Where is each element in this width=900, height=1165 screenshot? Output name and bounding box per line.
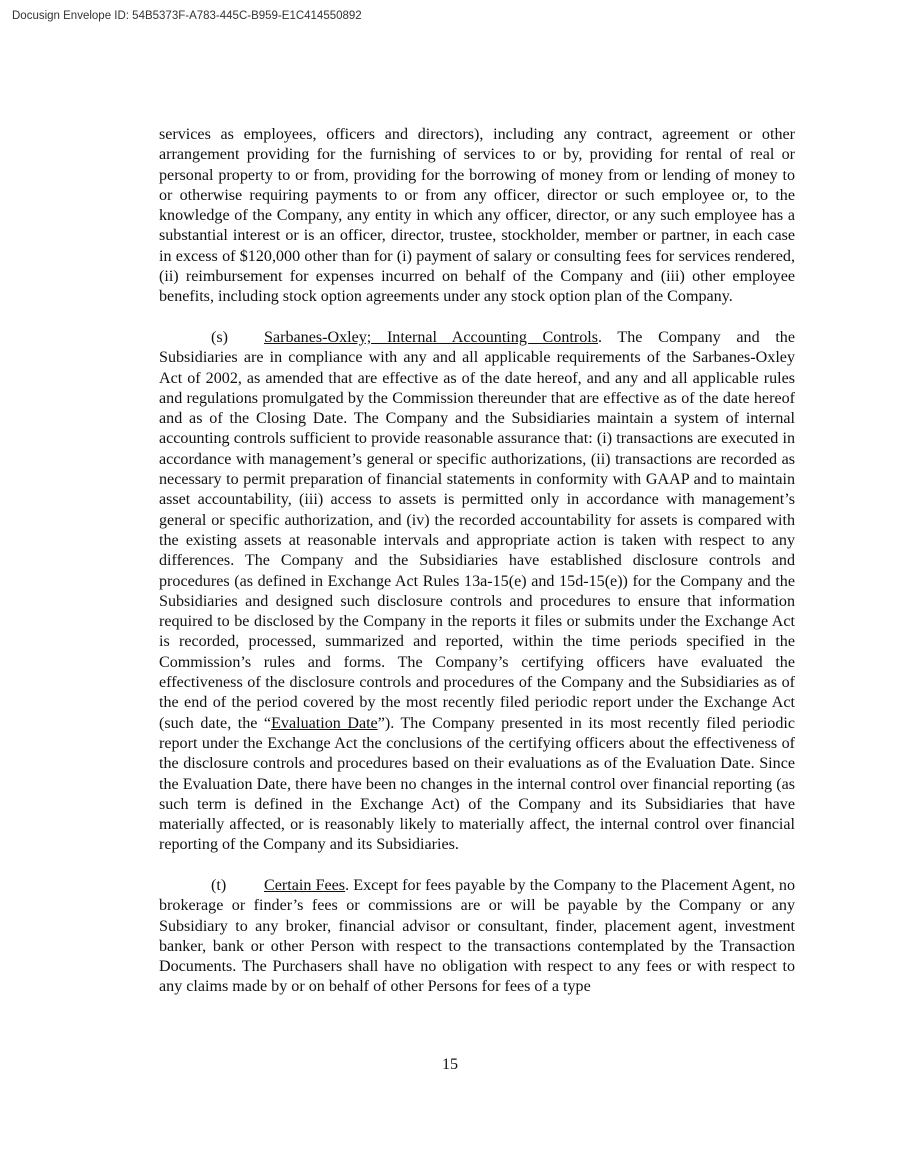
section-t-number: (t) bbox=[211, 876, 227, 894]
section-s-paragraph bbox=[159, 328, 795, 856]
section-t-heading: Certain Fees bbox=[264, 876, 346, 894]
section-t-paragraph bbox=[159, 876, 795, 998]
section-s-text-continued: ”). The Company presented in its most recently filed periodic report under the Exchange Act the conclusions of the certifying officers about the effectiveness of the disclosure controls and procedures based on their evaluations as of the Evaluation Date. Since the Evaluation Date, there have been no changes in the internal control over financial reporting (as such term is defined in the Exchange Act) of the Company and its Subsidiaries that have materially affected, or is reasonably likely to materially affect, the internal control over financial reporting of the Company and its Subsidiaries. bbox=[159, 714, 795, 854]
defined-term-evaluation-date: Evaluation Date bbox=[271, 714, 378, 732]
page-number: 15 bbox=[441, 1056, 459, 1073]
paragraph-continuation: services as employees, officers and directors), including any contract, agreement or other arrangement providing for the furnishing of services to or by, providing for rental of real or personal property to or from, providing for the borrowing of money from or lending of money to or otherwise requiring payments to or from any officer, director or such employee or, to the knowledge of the Company, any entity in which any officer, director, or any such employee has a substantial interest or is an officer, director, trustee, stockholder, member or partner, in each case in excess of $120,000 other than for (i) payment of salary or consulting fees for services rendered, (ii) reimbursement for expenses incurred on behalf of the Company and (iii) other employee benefits, including stock option agreements under any stock option plan of the Company. bbox=[159, 126, 795, 306]
section-s-heading: Sarbanes-Oxley; Internal Accounting Controls bbox=[264, 328, 598, 346]
section-s-text: . The Company and the Subsidiaries are in compliance with any and all applicable requirements of the Sarbanes-Oxley Act of 2002, as amended that are effective as of the date hereof, and any and all applicable rules and regulations promulgated by the Commission thereunder that are effective as of the date hereof and as of the Closing Date. The Company and the Subsidiaries maintain a system of internal accounting controls sufficient to provide reasonable assurance that: (i) transactions are executed in accordance with management’s general or specific authorizations, (ii) transactions are recorded as necessary to permit preparation of financial statements in conformity with GAAP and to maintain asset accountability, (iii) access to assets is permitted only in accordance with management’s general or specific authorization, and (iv) the recorded accountability for assets is compared with the existing assets at reasonable intervals and appropriate action is taken with respect to any differences. The Company and the Subsidiaries have established disclosure controls and procedures (as defined in Exchange Act Rules 13a-15(e) and 15d-15(e)) for the Company and the Subsidiaries and designed such disclosure controls and procedures to ensure that information required to be disclosed by the Company in the reports it files or submits under the Exchange Act is recorded, processed, summarized and reported, within the time periods specified in the Commission’s rules and forms. The Company’s certifying officers have evaluated the effectiveness of the disclosure controls and procedures of the Company and the Subsidiaries as of the end of the period covered by the most recently filed periodic report under the Exchange Act (such date, the “ bbox=[159, 328, 795, 732]
section-t-text: . Except for fees payable by the Company to the Placement Agent, no brokerage or finder’s fees or commissions are or will be payable by the Company or any Subsidiary to any broker, financial advisor or consultant, finder, placement agent, investment banker, bank or other Person with respect to the transactions contemplated by the Transaction Documents. The Purchasers shall have no obligation with respect to any fees or with respect to any claims made by or on behalf of other Persons for fees of a type bbox=[159, 876, 795, 996]
envelope-id-header: Docusign Envelope ID: 54B5373F-A783-445C-B959-E1C414550892 bbox=[12, 10, 362, 22]
section-s-number: (s) bbox=[211, 328, 228, 346]
document-body bbox=[159, 125, 795, 998]
